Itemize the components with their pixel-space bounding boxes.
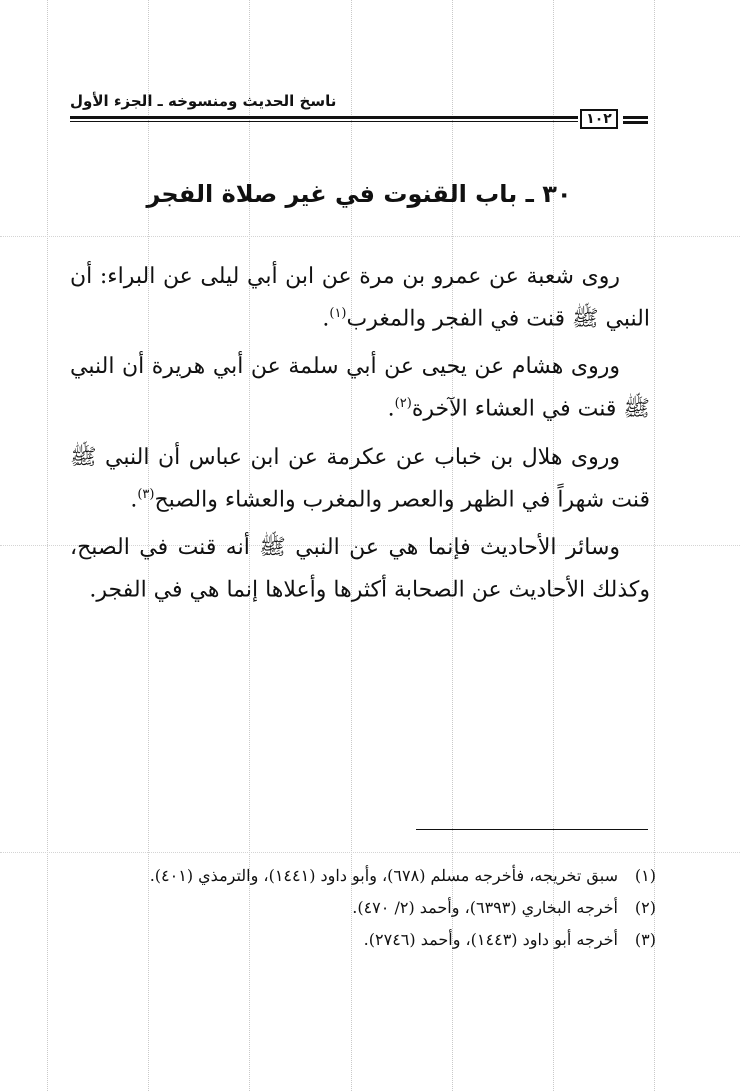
header-title: ناسخ الحديث ومنسوخه ـ الجزء الأول (70, 92, 337, 110)
paragraph (70, 348, 650, 427)
paragraph-end: . (130, 486, 138, 512)
footnote-ref: (٢) (394, 396, 412, 412)
footnote-text: أخرجه البخاري (٦٣٩٣)، وأحمد (٢/ ٤٧٠). (352, 898, 618, 917)
running-header (70, 92, 648, 132)
footnote-separator (416, 829, 648, 830)
grid-line (0, 236, 740, 237)
footnote-number: (١) (634, 866, 656, 885)
header-rule (70, 121, 578, 122)
footnote-ref: (٣) (137, 486, 155, 502)
paragraph-end: . (322, 306, 330, 332)
paragraph-text: وسائر الأحاديث فإنما هي عن النبي ﷺ أنه قنت في الصبح، وكذلك الأحاديث عن الصحابة أكثرها وأعلاها إنما هي في الفجر. (70, 534, 650, 603)
grid-line (0, 852, 740, 853)
footnote-ref: (١) (329, 306, 347, 321)
paragraph-text: وروى هشام عن يحيى عن أبي سلمة عن أبي هريرة أن النبي ﷺ قنت في العشاء الآخرة (70, 354, 650, 422)
footnote (78, 860, 656, 892)
chapter-title: ٣٠ ـ باب القنوت في غير صلاة الفجر (146, 180, 572, 208)
footnote-number: (٢) (634, 898, 656, 917)
footnote-text: سبق تخريجه، فأخرجه مسلم (٦٧٨)، وأبو داود (١٤٤١)، والترمذي (٤٠١). (149, 866, 618, 885)
footnote-text: أخرجه أبو داود (١٤٤٣)، وأحمد (٢٧٤٦). (363, 930, 618, 949)
body-text (70, 258, 650, 619)
footnote (78, 892, 656, 924)
paragraph-text: روى شعبة عن عمرو بن مرة عن ابن أبي ليلى عن البراء: أن النبي ﷺ قنت في الفجر والمغرب (70, 264, 650, 332)
paragraph-end: . (387, 396, 395, 422)
header-rule (623, 121, 648, 124)
paragraph (70, 529, 650, 608)
paragraph (70, 258, 650, 337)
header-rule (70, 116, 578, 119)
footnotes (78, 860, 656, 956)
paragraph (70, 439, 650, 518)
footnote (78, 924, 656, 956)
page-number: ١٠٢ (580, 109, 618, 129)
paragraph-text: وروى هلال بن خباب عن عكرمة عن ابن عباس أن النبي ﷺ قنت شهراً في الظهر والعصر والمغرب والعشاء والصبح (70, 444, 650, 512)
footnote-number: (٣) (634, 930, 656, 949)
header-rule (623, 116, 648, 119)
